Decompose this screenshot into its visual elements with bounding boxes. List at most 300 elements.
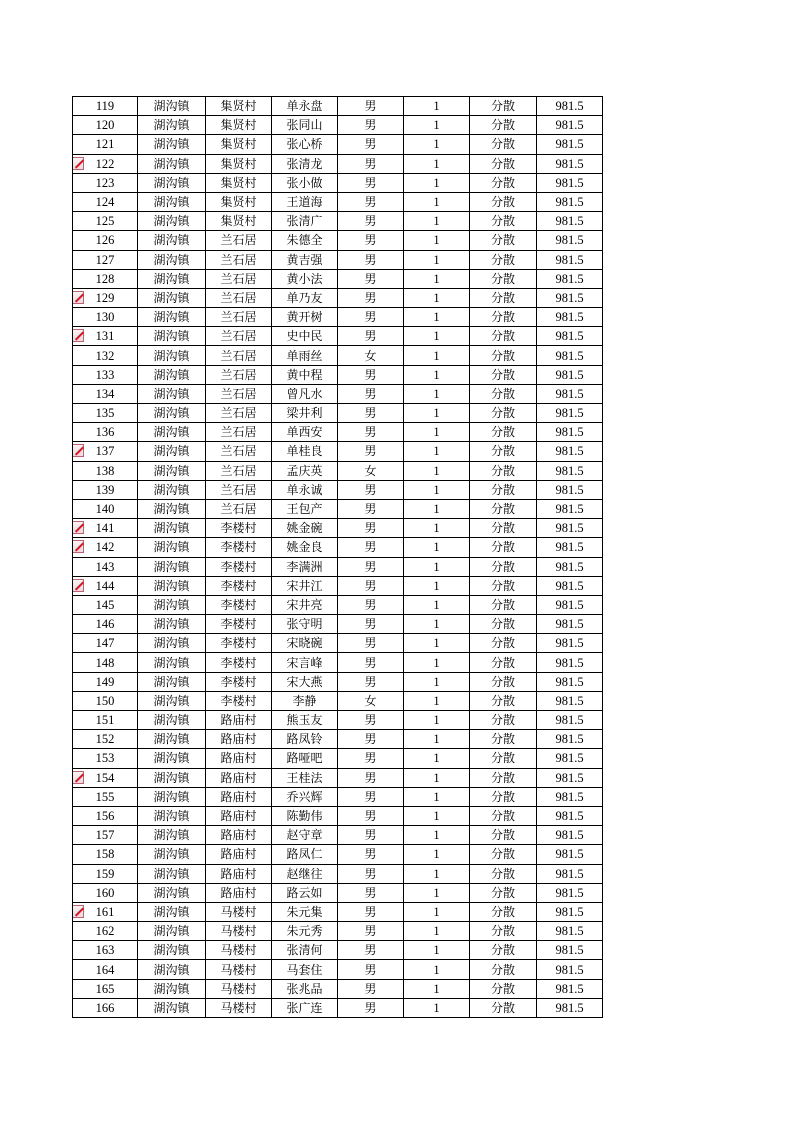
name-cell <box>272 998 338 1017</box>
town-cell-text: 湖沟镇 <box>153 540 190 555</box>
village-cell-text: 兰石居 <box>220 310 257 325</box>
support-type-cell-text: 分散 <box>490 559 515 574</box>
support-type-cell <box>470 461 537 480</box>
name-cell <box>272 538 338 557</box>
count-cell-text: 1 <box>433 943 440 958</box>
row-number-cell-text: 160 <box>95 885 115 900</box>
count-cell-text: 1 <box>433 463 440 478</box>
count-cell-text: 1 <box>433 674 440 689</box>
town-cell-text: 湖沟镇 <box>153 962 190 977</box>
gender-cell-text: 男 <box>364 214 377 229</box>
town-cell-text: 湖沟镇 <box>153 789 190 804</box>
table-row <box>73 922 603 941</box>
village-cell <box>206 576 272 595</box>
amount-cell-text: 981.5 <box>555 981 584 996</box>
count-cell-text: 1 <box>433 137 440 152</box>
town-cell <box>138 557 206 576</box>
edit-note-icon[interactable] <box>73 905 85 918</box>
name-cell <box>272 979 338 998</box>
name-cell-text: 赵继往 <box>286 866 323 881</box>
town-cell <box>138 595 206 614</box>
gender-cell-text: 男 <box>364 981 377 996</box>
town-cell <box>138 615 206 634</box>
village-cell <box>206 922 272 941</box>
row-number-cell-text: 120 <box>95 118 115 133</box>
village-cell <box>206 116 272 135</box>
table-row <box>73 576 603 595</box>
name-cell <box>272 749 338 768</box>
town-cell-text: 湖沟镇 <box>153 521 190 536</box>
town-cell-text: 湖沟镇 <box>153 636 190 651</box>
name-cell <box>272 480 338 499</box>
count-cell <box>404 250 470 269</box>
support-type-cell-text: 分散 <box>490 482 515 497</box>
amount-cell <box>537 480 603 499</box>
name-cell-text: 路哑吧 <box>286 751 323 766</box>
village-cell-text: 兰石居 <box>220 233 257 248</box>
support-type-cell <box>470 212 537 231</box>
village-cell <box>206 615 272 634</box>
count-cell <box>404 653 470 672</box>
amount-cell <box>537 941 603 960</box>
village-cell <box>206 768 272 787</box>
row-number-cell-text: 148 <box>95 655 115 670</box>
amount-cell-text: 981.5 <box>555 828 584 843</box>
count-cell-text: 1 <box>433 310 440 325</box>
name-cell <box>272 691 338 710</box>
count-cell <box>404 730 470 749</box>
town-cell <box>138 461 206 480</box>
gender-cell-text: 男 <box>364 386 377 401</box>
row-number-cell-text: 131 <box>95 329 115 344</box>
town-cell <box>138 845 206 864</box>
amount-cell <box>537 288 603 307</box>
support-type-cell-text: 分散 <box>490 981 515 996</box>
support-type-cell <box>470 787 537 806</box>
village-cell-text: 集贤村 <box>220 175 257 190</box>
name-cell-text: 黄中程 <box>286 367 323 382</box>
support-type-cell-text: 分散 <box>490 367 515 382</box>
village-cell-text: 路庙村 <box>220 885 257 900</box>
row-number-cell <box>73 442 138 461</box>
table-row <box>73 346 603 365</box>
row-number-cell <box>73 250 138 269</box>
town-cell <box>138 768 206 787</box>
village-cell-text: 李楼村 <box>220 617 257 632</box>
amount-cell <box>537 97 603 116</box>
amount-cell-text: 981.5 <box>555 310 584 325</box>
village-cell <box>206 250 272 269</box>
amount-cell <box>537 116 603 135</box>
name-cell-text: 宋井江 <box>286 578 323 593</box>
row-number-cell <box>73 231 138 250</box>
village-cell <box>206 864 272 883</box>
gender-cell <box>338 288 404 307</box>
name-cell-text: 黄小法 <box>286 271 323 286</box>
count-cell <box>404 173 470 192</box>
count-cell-text: 1 <box>433 636 440 651</box>
count-cell <box>404 979 470 998</box>
village-cell-text: 集贤村 <box>220 156 257 171</box>
name-cell <box>272 806 338 825</box>
gender-cell-text: 男 <box>364 751 377 766</box>
town-cell <box>138 404 206 423</box>
amount-cell <box>537 346 603 365</box>
town-cell-text: 湖沟镇 <box>153 943 190 958</box>
row-number-cell-text: 151 <box>95 713 115 728</box>
row-number-cell-text: 144 <box>95 578 115 593</box>
amount-cell-text: 981.5 <box>555 847 584 862</box>
name-cell-text: 宋井亮 <box>286 597 323 612</box>
amount-cell-text: 981.5 <box>555 444 584 459</box>
name-cell-text: 马套住 <box>286 962 323 977</box>
town-cell-text: 湖沟镇 <box>153 118 190 133</box>
name-cell-text: 张清何 <box>286 943 323 958</box>
support-type-cell <box>470 768 537 787</box>
town-cell <box>138 154 206 173</box>
gender-cell-text: 男 <box>364 732 377 747</box>
count-cell <box>404 595 470 614</box>
count-cell <box>404 404 470 423</box>
name-cell-text: 朱元集 <box>286 904 323 919</box>
village-cell-text: 兰石居 <box>220 482 257 497</box>
name-cell-text: 单西安 <box>286 425 323 440</box>
row-number-cell <box>73 135 138 154</box>
gender-cell <box>338 672 404 691</box>
edit-note-icon[interactable] <box>73 579 85 592</box>
edit-note-icon[interactable] <box>73 771 85 784</box>
village-cell <box>206 634 272 653</box>
support-type-cell-text: 分散 <box>490 732 515 747</box>
gender-cell <box>338 864 404 883</box>
edit-note-icon[interactable] <box>73 329 85 342</box>
row-number-cell-text: 161 <box>95 904 115 919</box>
amount-cell-text: 981.5 <box>555 521 584 536</box>
row-number-cell-text: 137 <box>95 444 115 459</box>
town-cell <box>138 346 206 365</box>
village-cell <box>206 538 272 557</box>
name-cell <box>272 404 338 423</box>
name-cell-text: 李静 <box>292 693 317 708</box>
gender-cell-text: 男 <box>364 156 377 171</box>
town-cell <box>138 902 206 921</box>
name-cell-text: 黄开树 <box>286 310 323 325</box>
count-cell-text: 1 <box>433 425 440 440</box>
row-number-cell <box>73 116 138 135</box>
count-cell <box>404 327 470 346</box>
count-cell-text: 1 <box>433 578 440 593</box>
amount-cell-text: 981.5 <box>555 866 584 881</box>
row-number-cell-text: 159 <box>95 866 115 881</box>
town-cell-text: 湖沟镇 <box>153 348 190 363</box>
row-number-cell <box>73 826 138 845</box>
gender-cell <box>338 480 404 499</box>
support-type-cell-text: 分散 <box>490 175 515 190</box>
gender-cell <box>338 922 404 941</box>
count-cell-text: 1 <box>433 118 440 133</box>
amount-cell <box>537 173 603 192</box>
gender-cell <box>338 749 404 768</box>
name-cell-text: 张心桥 <box>286 137 323 152</box>
gender-cell <box>338 711 404 730</box>
name-cell <box>272 269 338 288</box>
village-cell-text: 兰石居 <box>220 367 257 382</box>
row-number-cell <box>73 576 138 595</box>
edit-note-icon[interactable] <box>73 291 85 304</box>
gender-cell <box>338 979 404 998</box>
row-number-cell-text: 158 <box>95 847 115 862</box>
support-type-cell <box>470 845 537 864</box>
gender-cell <box>338 730 404 749</box>
village-cell <box>206 883 272 902</box>
village-cell <box>206 365 272 384</box>
village-cell-text: 兰石居 <box>220 406 257 421</box>
row-number-cell-text: 147 <box>95 636 115 651</box>
gender-cell-text: 男 <box>364 233 377 248</box>
gender-cell-text: 男 <box>364 962 377 977</box>
row-number-cell <box>73 845 138 864</box>
row-number-cell <box>73 922 138 941</box>
support-type-cell <box>470 97 537 116</box>
support-type-cell-text: 分散 <box>490 943 515 958</box>
name-cell <box>272 97 338 116</box>
row-number-cell <box>73 173 138 192</box>
gender-cell-text: 男 <box>364 674 377 689</box>
support-type-cell-text: 分散 <box>490 540 515 555</box>
support-type-cell <box>470 365 537 384</box>
village-cell-text: 马楼村 <box>220 924 257 939</box>
gender-cell-text: 男 <box>364 809 377 824</box>
count-cell-text: 1 <box>433 348 440 363</box>
row-number-cell <box>73 384 138 403</box>
name-cell-text: 宋言峰 <box>286 655 323 670</box>
amount-cell <box>537 519 603 538</box>
table-row <box>73 615 603 634</box>
support-type-cell-text: 分散 <box>490 617 515 632</box>
amount-cell-text: 981.5 <box>555 137 584 152</box>
count-cell <box>404 192 470 211</box>
table-row <box>73 116 603 135</box>
amount-cell-text: 981.5 <box>555 502 584 517</box>
support-type-cell <box>470 308 537 327</box>
town-cell-text: 湖沟镇 <box>153 99 190 114</box>
support-type-cell-text: 分散 <box>490 348 515 363</box>
gender-cell <box>338 97 404 116</box>
row-number-cell-text: 135 <box>95 406 115 421</box>
row-number-cell <box>73 864 138 883</box>
count-cell <box>404 346 470 365</box>
count-cell <box>404 423 470 442</box>
table-row <box>73 308 603 327</box>
town-cell-text: 湖沟镇 <box>153 597 190 612</box>
count-cell-text: 1 <box>433 732 440 747</box>
town-cell <box>138 806 206 825</box>
town-cell-text: 湖沟镇 <box>153 214 190 229</box>
count-cell-text: 1 <box>433 713 440 728</box>
row-number-cell <box>73 711 138 730</box>
row-number-cell <box>73 883 138 902</box>
town-cell <box>138 288 206 307</box>
village-cell <box>206 711 272 730</box>
count-cell <box>404 634 470 653</box>
amount-cell-text: 981.5 <box>555 482 584 497</box>
village-cell-text: 集贤村 <box>220 195 257 210</box>
table-row <box>73 212 603 231</box>
count-cell <box>404 231 470 250</box>
village-cell-text: 李楼村 <box>220 521 257 536</box>
amount-cell-text: 981.5 <box>555 271 584 286</box>
gender-cell-text: 男 <box>364 444 377 459</box>
table-row <box>73 557 603 576</box>
count-cell-text: 1 <box>433 214 440 229</box>
village-cell <box>206 557 272 576</box>
row-number-cell <box>73 653 138 672</box>
amount-cell <box>537 192 603 211</box>
amount-cell-text: 981.5 <box>555 617 584 632</box>
town-cell-text: 湖沟镇 <box>153 981 190 996</box>
town-cell-text: 湖沟镇 <box>153 137 190 152</box>
name-cell <box>272 653 338 672</box>
row-number-cell-text: 140 <box>95 502 115 517</box>
count-cell <box>404 480 470 499</box>
town-cell <box>138 538 206 557</box>
name-cell <box>272 499 338 518</box>
name-cell-text: 王桂法 <box>286 770 323 785</box>
gender-cell-text: 男 <box>364 290 377 305</box>
town-cell-text: 湖沟镇 <box>153 655 190 670</box>
village-cell-text: 路庙村 <box>220 809 257 824</box>
support-type-cell-text: 分散 <box>490 156 515 171</box>
gender-cell <box>338 461 404 480</box>
gender-cell <box>338 634 404 653</box>
row-number-cell <box>73 538 138 557</box>
edit-note-icon[interactable] <box>73 521 85 534</box>
table-row <box>73 960 603 979</box>
name-cell <box>272 941 338 960</box>
village-cell-text: 路庙村 <box>220 789 257 804</box>
support-type-cell-text: 分散 <box>490 962 515 977</box>
town-cell <box>138 576 206 595</box>
name-cell <box>272 384 338 403</box>
count-cell-text: 1 <box>433 156 440 171</box>
name-cell-text: 宋大燕 <box>286 674 323 689</box>
town-cell-text: 湖沟镇 <box>153 386 190 401</box>
row-number-cell <box>73 461 138 480</box>
row-number-cell-text: 133 <box>95 367 115 382</box>
support-type-cell-text: 分散 <box>490 463 515 478</box>
village-cell <box>206 826 272 845</box>
gender-cell <box>338 806 404 825</box>
amount-cell <box>537 231 603 250</box>
support-type-cell <box>470 442 537 461</box>
name-cell-text: 张小做 <box>286 175 323 190</box>
gender-cell-text: 男 <box>364 118 377 133</box>
table-row <box>73 864 603 883</box>
gender-cell-text: 女 <box>364 463 377 478</box>
amount-cell-text: 981.5 <box>555 655 584 670</box>
count-cell <box>404 116 470 135</box>
count-cell-text: 1 <box>433 1000 440 1015</box>
table-row <box>73 672 603 691</box>
town-cell-text: 湖沟镇 <box>153 559 190 574</box>
count-cell <box>404 672 470 691</box>
gender-cell <box>338 116 404 135</box>
village-cell-text: 兰石居 <box>220 348 257 363</box>
town-cell-text: 湖沟镇 <box>153 924 190 939</box>
count-cell-text: 1 <box>433 655 440 670</box>
table-row <box>73 787 603 806</box>
gender-cell <box>338 768 404 787</box>
support-type-cell-text: 分散 <box>490 693 515 708</box>
edit-note-icon[interactable] <box>73 540 85 553</box>
amount-cell <box>537 787 603 806</box>
amount-cell <box>537 404 603 423</box>
amount-cell-text: 981.5 <box>555 1000 584 1015</box>
row-number-cell-text: 162 <box>95 924 115 939</box>
row-number-cell-text: 124 <box>95 195 115 210</box>
row-number-cell <box>73 557 138 576</box>
amount-cell-text: 981.5 <box>555 290 584 305</box>
table-row <box>73 384 603 403</box>
edit-note-icon[interactable] <box>73 444 85 457</box>
row-number-cell <box>73 97 138 116</box>
count-cell-text: 1 <box>433 693 440 708</box>
name-cell <box>272 576 338 595</box>
gender-cell <box>338 845 404 864</box>
edit-note-icon[interactable] <box>73 157 85 170</box>
gender-cell-text: 男 <box>364 175 377 190</box>
gender-cell <box>338 384 404 403</box>
amount-cell-text: 981.5 <box>555 195 584 210</box>
name-cell <box>272 173 338 192</box>
name-cell-text: 史中民 <box>286 329 323 344</box>
count-cell <box>404 902 470 921</box>
gender-cell-text: 男 <box>364 137 377 152</box>
gender-cell-text: 男 <box>364 521 377 536</box>
gender-cell <box>338 404 404 423</box>
town-cell-text: 湖沟镇 <box>153 482 190 497</box>
town-cell <box>138 998 206 1017</box>
gender-cell <box>338 154 404 173</box>
table-row <box>73 730 603 749</box>
count-cell <box>404 288 470 307</box>
amount-cell <box>537 845 603 864</box>
town-cell <box>138 97 206 116</box>
row-number-cell-text: 123 <box>95 175 115 190</box>
town-cell <box>138 787 206 806</box>
count-cell <box>404 615 470 634</box>
name-cell <box>272 711 338 730</box>
support-type-cell <box>470 998 537 1017</box>
amount-cell <box>537 768 603 787</box>
town-cell-text: 湖沟镇 <box>153 156 190 171</box>
name-cell <box>272 346 338 365</box>
support-type-cell <box>470 806 537 825</box>
row-number-cell-text: 164 <box>95 962 115 977</box>
support-type-cell-text: 分散 <box>490 233 515 248</box>
count-cell <box>404 135 470 154</box>
amount-cell <box>537 749 603 768</box>
support-type-cell-text: 分散 <box>490 655 515 670</box>
town-cell <box>138 365 206 384</box>
gender-cell <box>338 941 404 960</box>
gender-cell-text: 男 <box>364 502 377 517</box>
row-number-cell-text: 126 <box>95 233 115 248</box>
village-cell-text: 李楼村 <box>220 597 257 612</box>
count-cell-text: 1 <box>433 482 440 497</box>
row-number-cell-text: 143 <box>95 559 115 574</box>
village-cell <box>206 192 272 211</box>
